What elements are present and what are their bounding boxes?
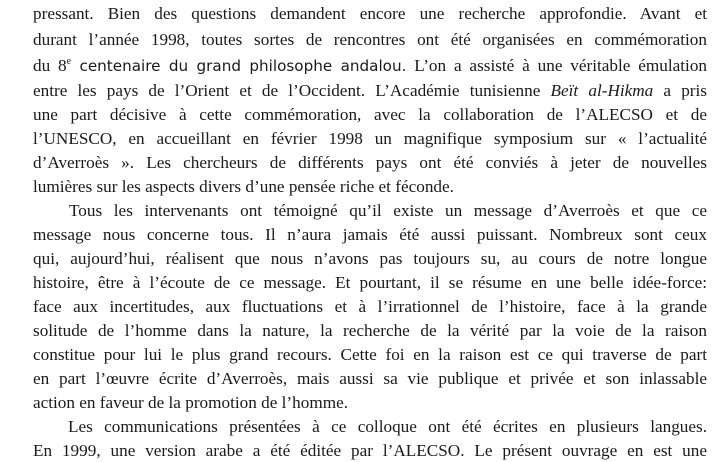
text-fragment: a pris <box>653 81 707 100</box>
text-line: pressant. Bien des questions demandent encore une recherche approfondie. Avant et <box>33 4 707 23</box>
ordinal-superscript: e <box>66 56 72 67</box>
text-fragment: du 8 <box>33 56 67 75</box>
text-line <box>33 80 707 102</box>
text-line: En 1999, une version arabe a été éditée par l’ALECSO. Le présent ouvrage en est une <box>33 441 707 460</box>
text-line: constitue pour lui le plus grand recours. Cette foi en la raison est ce qui traverse de part <box>33 345 707 364</box>
text-line: face aux incertitudes, aux fluctuations et à l’irrationnel de l’histoire, face à la grande <box>33 297 707 316</box>
text-line: qui, aujourd’hui, réalisent que nous n’avons pas toujours su, au cours de notre longue <box>33 249 707 268</box>
text-line: solitude de l’homme dans la nature, la recherche de la vérité par la voie de la raison <box>33 321 707 340</box>
text-fragment: centenaire du grand philosophe andalou. <box>71 57 407 75</box>
text-line: lumières sur les aspects divers d’une pensée riche et féconde. <box>33 177 454 196</box>
text-fragment: L’on a assisté à une véritable émulation <box>406 56 708 75</box>
text-line: une part décisive à cette commémoration, avec la collaboration de l’ALECSO et de <box>33 105 707 124</box>
text-fragment: entre les pays de l’Orient et de l’Occident. L’Académie tunisienne <box>33 81 551 100</box>
text-line: Les communications présentées à ce colloque ont été écrites en plusieurs langues. <box>68 417 707 436</box>
text-line: action en faveur de la promotion de l’homme. <box>33 393 348 412</box>
text-line: l’UNESCO, en accueillant en février 1998 un magnifique symposium sur « l’actualité <box>33 129 707 148</box>
text-line: Tous les intervenants ont témoigné qu’il existe un message d’Averroès et que ce <box>69 201 707 220</box>
text-line <box>33 55 707 77</box>
text-line: histoire, être à l’écoute de ce message. Et pourtant, il se résume en une belle idée-force: <box>33 273 707 292</box>
italic-title: Beït al-Hikma <box>550 81 654 100</box>
text-line: durant l’année 1998, toutes sortes de rencontres ont été organisées en commémoration <box>33 30 707 49</box>
text-line: message nous concerne tous. Il n’aura jamais été aussi puissant. Nombreux sont ceux <box>33 225 707 244</box>
text-line: d’Averroès ». Les chercheurs de différents pays ont été conviés à jeter de nouvelles <box>33 153 707 172</box>
text-line: en part l’œuvre écrite d’Averroès, mais aussi sa vie publique et privée et son inlassable <box>33 369 707 388</box>
